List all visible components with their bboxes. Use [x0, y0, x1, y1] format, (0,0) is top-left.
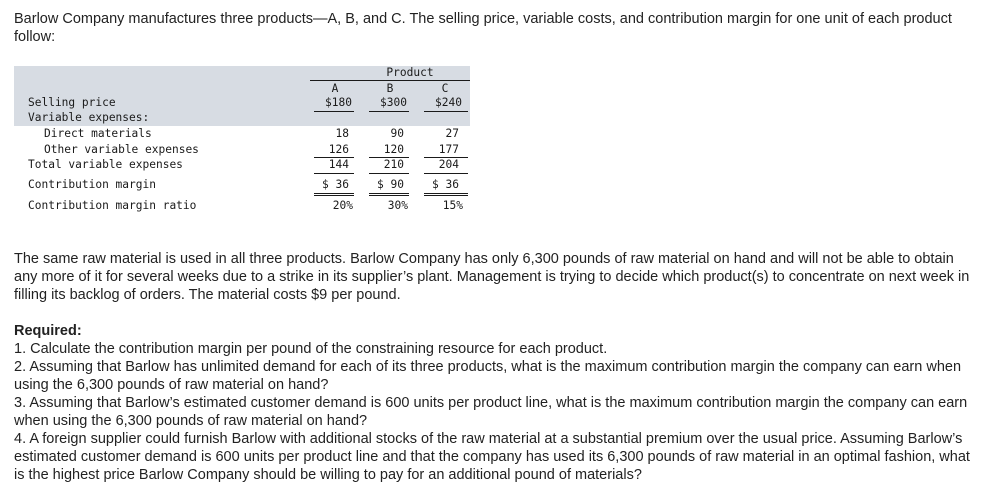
rule-cm-b-1 — [369, 193, 409, 194]
cell-total-variable-c: 204 — [438, 158, 459, 171]
rule-cm-c-1 — [424, 193, 468, 194]
rule-total-a — [314, 173, 354, 174]
column-header-b: B — [386, 82, 394, 95]
cell-contribution-margin-a: $ 36 — [322, 178, 349, 191]
product-cost-table — [14, 63, 470, 215]
cell-cm-ratio-a: 20% — [332, 199, 353, 212]
rule-total-b — [369, 173, 409, 174]
cell-selling-price-c: $240 — [435, 96, 462, 109]
cell-total-variable-a: 144 — [328, 158, 349, 171]
rule-selling-a — [314, 111, 354, 112]
cell-selling-price-b: $300 — [380, 96, 407, 109]
cell-direct-materials-a: 18 — [335, 127, 349, 140]
column-header-a: A — [331, 82, 339, 95]
cell-contribution-margin-c: $ 36 — [432, 178, 459, 191]
row-label-contribution-margin: Contribution margin — [28, 178, 156, 191]
required-list — [14, 340, 976, 484]
row-label-total-variable-expenses: Total variable expenses — [28, 158, 183, 171]
product-header-rule — [310, 80, 470, 81]
rule-cm-c-2 — [424, 195, 468, 196]
cell-total-variable-b: 210 — [383, 158, 404, 171]
cell-other-variable-b: 120 — [383, 143, 404, 156]
required-item-3: 3. Assuming that Barlow’s estimated customer demand is 600 units per product line, what is the maximum contribution margin the company can earn when using the 6,300 pounds of raw material on hand? — [14, 395, 968, 429]
required-item-4: 4. A foreign supplier could furnish Barlow with additional stocks of the raw material at a substantial premium over the usual price. Assuming Barlow’s estimated customer demand is 600 units per product line and that the company has used its 6,300 pounds of raw material in an optimal fashion, what is the highest price Barlow Company should be willing to pay for an additional pound of materials? — [14, 431, 970, 483]
row-label-other-variable-expenses: Other variable expenses — [44, 143, 199, 156]
cell-cm-ratio-c: 15% — [442, 199, 463, 212]
cell-selling-price-a: $180 — [325, 96, 352, 109]
product-header: Product — [386, 66, 434, 79]
rule-total-c — [424, 173, 468, 174]
rule-cm-a-2 — [314, 195, 354, 196]
cell-contribution-margin-b: $ 90 — [377, 178, 404, 191]
column-header-c: C — [441, 82, 449, 95]
row-label-contribution-margin-ratio: Contribution margin ratio — [28, 199, 197, 212]
required-item-2: 2. Assuming that Barlow has unlimited demand for each of its three products, what is the maximum contribution margin the company can earn when using the 6,300 pounds of raw material on hand? — [14, 359, 962, 393]
required-item-1: 1. Calculate the contribution margin per pound of the constraining resource for each product. — [14, 341, 608, 357]
row-label-selling-price: Selling price — [28, 96, 116, 109]
cell-cm-ratio-b: 30% — [387, 199, 408, 212]
row-label-variable-expenses: Variable expenses: — [28, 111, 150, 124]
rule-selling-b — [369, 111, 409, 112]
required-heading: Required: — [14, 323, 82, 339]
cell-direct-materials-b: 90 — [390, 127, 404, 140]
scenario-paragraph: The same raw material is used in all three products. Barlow Company has only 6,300 pounds of raw material on hand and will not be able to obtain any more of it for several weeks due to a strike in its supplier’s plant. Management is trying to decide which product(s) to concentrate on next week in filling its backlog of orders. The material costs $9 per pound. — [14, 251, 970, 303]
intro-paragraph: Barlow Company manufactures three products—A, B, and C. The selling price, variable costs, and contribution margin for one unit of each product follow: — [14, 11, 952, 45]
rule-selling-c — [424, 111, 468, 112]
cell-other-variable-a: 126 — [328, 143, 349, 156]
cell-other-variable-c: 177 — [438, 143, 459, 156]
rule-cm-b-2 — [369, 195, 409, 196]
cell-direct-materials-c: 27 — [445, 127, 459, 140]
rule-cm-a-1 — [314, 193, 354, 194]
row-label-direct-materials: Direct materials — [44, 127, 152, 140]
